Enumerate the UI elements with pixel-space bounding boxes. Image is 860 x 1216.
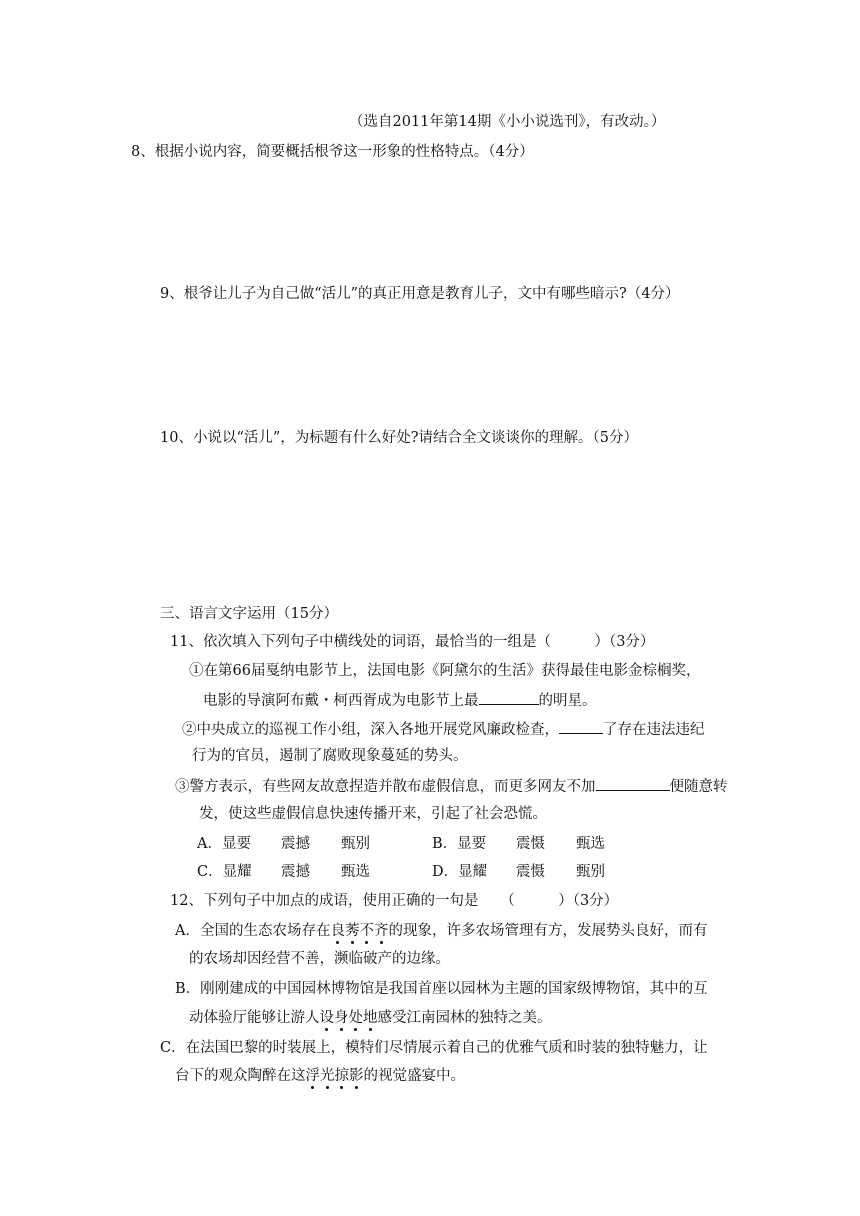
- q12-b-text-after: 感受江南园林的独特之美。: [377, 1010, 552, 1026]
- question-11-stem: 11、依次填入下列句子中横线处的词语，最恰当的一组是（ ）（3分）: [170, 634, 655, 650]
- q11-sentence-2-line-1: [182, 718, 705, 740]
- q12-c-text-after: 的视觉盛宴中。: [363, 1068, 465, 1084]
- q11-s2-text-after: 了存在违法违纪: [603, 722, 705, 738]
- question-10: 10、小说以“活儿”，为标题有什么好处?请结合全文谈谈你的理解。（5分）: [160, 430, 639, 446]
- q11-option-d: [432, 862, 605, 882]
- q12-b-dotted-idiom: [320, 1010, 378, 1026]
- q11-option-c: [197, 862, 370, 882]
- idiom-char: 不: [359, 923, 374, 939]
- q11-option-a: [197, 834, 370, 854]
- idiom-char: 影: [349, 1068, 364, 1084]
- source-note: （选自2011年第14期《小小说选刊》，有改动。）: [349, 114, 666, 130]
- idiom-char: 光: [320, 1068, 335, 1084]
- q11-option-d-word-3: 甄别: [576, 864, 605, 880]
- idiom-char: 齐: [373, 923, 389, 939]
- q12-a-text-before: A．全国的生态农场存在: [175, 923, 331, 939]
- q11-sentence-2-line-2: 行为的官员，遏制了腐败现象蔓延的势头。: [192, 748, 468, 764]
- q11-option-a-word-1: A．显要: [197, 836, 251, 852]
- idiom-char: 莠: [344, 923, 360, 939]
- idiom-char: 地: [363, 1010, 378, 1026]
- q11-s2-text-before: ②中央成立的巡视工作小组，深入各地开展党风廉政检查，: [182, 722, 559, 738]
- q11-option-b-word-2: 震慑: [516, 836, 545, 852]
- q11-option-c-word-2: 震撼: [281, 864, 310, 880]
- q11-option-b-word-3: 甄选: [576, 836, 605, 852]
- q12-option-c-line-1: C．在法国巴黎的时装展上，模特们尽情展示着自己的优雅气质和时装的独特魅力，让: [160, 1040, 708, 1056]
- q12-a-text-after: 的现象，许多农场管理有方，发展势头良好，而有: [388, 923, 708, 939]
- section-3-heading: 三、语言文字运用（15分）: [160, 606, 338, 622]
- q11-sentence-1-line-2: [203, 689, 597, 711]
- q11-s3-blank: [596, 775, 670, 791]
- q12-c-dotted-idiom: [306, 1068, 364, 1084]
- question-9: 9、根爷让儿子为自己做“活儿”的真正用意是教育儿子，文中有哪些暗示?（4分）: [160, 286, 680, 302]
- q12-option-a-line-1: [175, 921, 707, 941]
- q12-b-text-before: 动体验厅能够让游人: [189, 1010, 320, 1026]
- q12-option-a-line-2: 的农场却因经营不善，濒临破产的边缘。: [189, 951, 450, 967]
- question-8: 8、根据小说内容，简要概括根爷这一形象的性格特点。（4分）: [131, 144, 534, 160]
- idiom-char: 浮: [305, 1068, 320, 1084]
- q11-option-c-word-1: C．显耀: [197, 864, 252, 880]
- q11-option-d-word-1: D．显耀: [432, 864, 488, 880]
- q11-s1-blank: [479, 689, 539, 705]
- q11-option-b: [432, 834, 605, 854]
- q12-c-text-before: 台下的观众陶醉在这: [175, 1068, 306, 1084]
- question-12-stem: 12、下列句子中加点的成语，使用正确的一句是 （ ）（3分）: [170, 893, 619, 909]
- q11-option-a-word-2: 震撼: [281, 836, 310, 852]
- q11-option-c-word-3: 甄选: [341, 864, 370, 880]
- q11-option-d-word-2: 震慑: [516, 864, 545, 880]
- idiom-char: 身: [334, 1010, 349, 1026]
- idiom-char: 良: [330, 923, 345, 939]
- q11-s1-text-after: 的明星。: [538, 693, 597, 709]
- q12-option-c-line-2: [175, 1066, 465, 1086]
- q12-option-b-line-1: B．刚刚建成的中国园林博物馆是我国首座以园林为主题的国家级博物馆，其中的互: [175, 981, 708, 997]
- idiom-char: 掠: [334, 1068, 349, 1084]
- q11-option-b-word-1: B．显要: [432, 836, 487, 852]
- q12-option-b-line-2: [189, 1008, 552, 1028]
- q11-s2-blank: [559, 718, 603, 734]
- q11-sentence-1-line-1: ①在第66届戛纳电影节上，法国电影《阿黛尔的生活》获得最佳电影金棕榈奖，: [189, 663, 701, 679]
- q11-s1-text-before: 电影的导演阿布戴・柯西胥成为电影节上最: [203, 693, 479, 709]
- q11-s3-text-after: 便随意转: [669, 779, 728, 795]
- idiom-char: 处: [348, 1010, 363, 1026]
- q11-s3-text-before: ③警方表示，有些网友故意捏造并散布虚假信息，而更多网友不加: [175, 779, 596, 795]
- q12-a-dotted-idiom: [330, 923, 388, 939]
- q11-sentence-3-line-2: 发，使这些虚假信息快速传播开来，引起了社会恐慌。: [199, 806, 547, 822]
- q11-sentence-3-line-1: [175, 775, 728, 797]
- q11-option-a-word-3: 甄别: [341, 836, 370, 852]
- idiom-char: 设: [319, 1010, 334, 1026]
